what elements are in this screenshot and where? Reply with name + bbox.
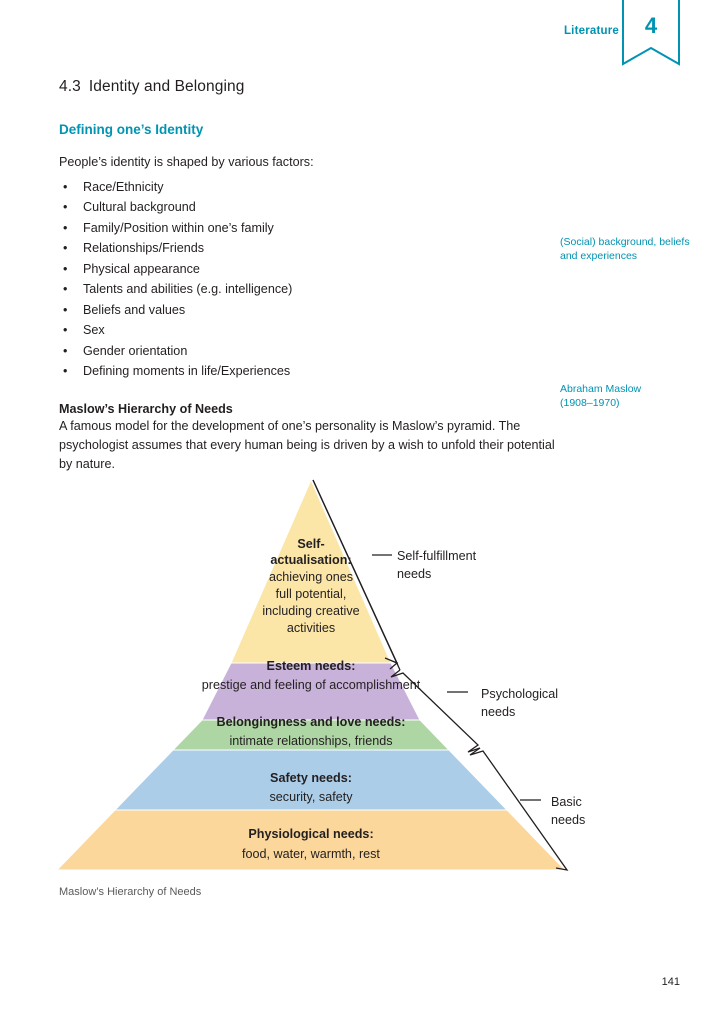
- page-title: [59, 78, 679, 96]
- bracket-label-psychological-line1: Psychological: [481, 687, 559, 701]
- margin-note-social-background: (Social) background, beliefs and experiences: [560, 236, 690, 263]
- list-item: • Gender orientation: [59, 341, 679, 362]
- subsection-title: Defining one’s Identity: [59, 122, 204, 137]
- page-content: [59, 78, 679, 475]
- maslow-paragraph: A famous model for the development of one’s personality is Maslow’s pyramid. The psychologist assumes that every human being is driven by a wish to unfold their potential by nature.: [59, 418, 555, 472]
- level-self-actualisation-line-4: activities: [286, 621, 336, 635]
- list-item: • Physical appearance: [59, 259, 679, 280]
- margin-note-maslow: [560, 382, 695, 410]
- list-item: • Cultural background: [59, 197, 679, 218]
- list-item: • Race/Ethnicity: [59, 177, 679, 198]
- level-belongingness-title: Belongingness and love needs:: [216, 715, 406, 729]
- bracket-label-self-fulfillment-line2: needs: [397, 567, 432, 581]
- level-safety-title: Safety needs:: [270, 771, 352, 785]
- level-safety-line-1: security, safety: [269, 790, 353, 804]
- bracket-label-basic-line1: Basic: [551, 795, 582, 809]
- level-esteem-line-1: prestige and feeling of accomplishment: [201, 678, 421, 692]
- level-self-actualisation-line-2: full potential,: [275, 587, 347, 601]
- level-self-actualisation-title2: actualisation:: [270, 553, 352, 567]
- bracket-label-basic-line2: needs: [551, 813, 586, 827]
- identity-factors-list: [59, 177, 679, 382]
- level-self-actualisation-line-1: achieving ones: [268, 570, 354, 584]
- level-esteem-title: Esteem needs:: [266, 659, 356, 673]
- page-number: 141: [661, 976, 680, 988]
- level-self-actualisation-title: Self-: [297, 537, 325, 551]
- figure-caption: Maslow’s Hierarchy of Needs: [59, 886, 202, 898]
- margin-note-maslow-dates: (1908–1970): [560, 397, 620, 410]
- list-item: • Talents and abilities (e.g. intelligence): [59, 279, 679, 300]
- margin-note-maslow-name: Abraham Maslow: [560, 383, 642, 395]
- chapter-label: Literature: [563, 25, 619, 37]
- level-physiological-line-1: food, water, warmth, rest: [242, 847, 380, 861]
- list-item: • Sex: [59, 320, 679, 341]
- list-item: • Family/Position within one’s family: [59, 218, 679, 239]
- list-item: • Beliefs and values: [59, 300, 679, 321]
- level-belongingness-line-1: intimate relationships, friends: [229, 734, 393, 748]
- chapter-number: 4: [644, 13, 658, 38]
- section-title-text: Identity and Belonging: [88, 78, 245, 95]
- level-physiological-title: Physiological needs:: [248, 827, 374, 841]
- maslow-heading: Maslow’s Hierarchy of Needs: [59, 401, 233, 416]
- list-item: • Relationships/Friends: [59, 238, 679, 259]
- bracket-label-psychological-line2: needs: [481, 705, 516, 719]
- intro-paragraph: People’s identity is shaped by various factors:: [59, 155, 314, 169]
- page-header: [0, 0, 722, 80]
- level-self-actualisation-line-3: including creative: [262, 604, 360, 618]
- list-item: • Defining moments in life/Experiences: [59, 361, 679, 382]
- maslow-pyramid-figure: [0, 470, 722, 910]
- bracket-label-self-fulfillment-line1: Self-fulfillment: [397, 549, 477, 563]
- section-number: 4.3: [59, 78, 81, 95]
